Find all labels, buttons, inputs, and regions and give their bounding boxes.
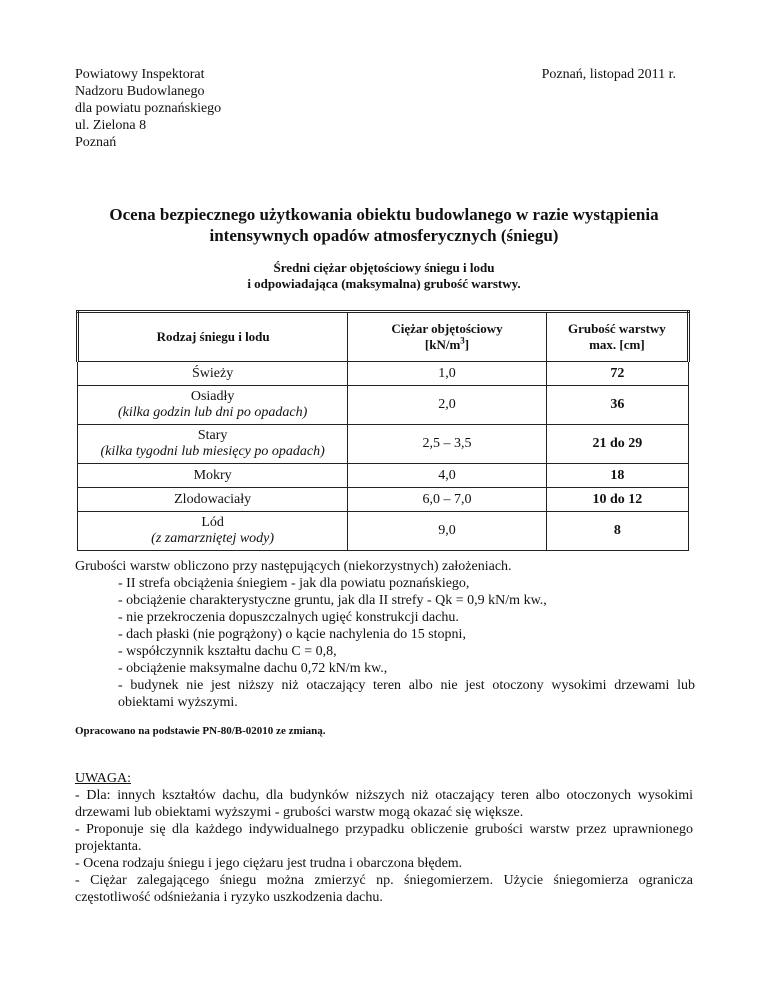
- warning-heading: UWAGA:: [75, 771, 131, 786]
- type-label: Zlodowaciały: [174, 491, 252, 507]
- table-row: [78, 488, 689, 512]
- cell-weight: 2,0: [348, 386, 547, 425]
- table-row: [78, 362, 689, 386]
- assumptions-intro: Grubości warstw obliczono przy następujących (niekorzystnych) założeniach.: [75, 559, 512, 574]
- type-label: Stary: [197, 428, 228, 443]
- type-label: Mokry: [193, 467, 232, 483]
- assumptions-section: [75, 558, 695, 711]
- snow-table: [76, 310, 690, 551]
- title-line-1: Ocena bezpiecznego użytkowania obiektu budowlanego w razie wystąpienia: [109, 205, 659, 224]
- header-weight-line1: Ciężar objętościowy: [391, 321, 503, 336]
- sender-line: Poznań: [75, 135, 117, 150]
- sender-line: Nadzoru Budowlanego: [75, 84, 205, 99]
- cell-weight: 9,0: [348, 512, 547, 551]
- assumption-item: - II strefa obciążenia śniegiem - jak dla powiatu poznańskiego,: [118, 576, 470, 591]
- caption-line-2: i odpowiadająca (maksymalna) grubość warstwy.: [247, 276, 521, 291]
- assumption-item: - obciążenie charakterystyczne gruntu, jak dla II strefy - Qk = 0,9 kN/m kw.,: [118, 593, 547, 608]
- header-weight-sup: 3: [460, 335, 465, 346]
- warning-item: - Ocena rodzaju śniegu i jego ciężaru jest trudna i obarczona błędem.: [75, 856, 463, 871]
- caption-line-1: Średni ciężar objętościowy śniegu i lodu: [273, 260, 495, 275]
- cell-weight: 4,0: [348, 464, 547, 488]
- document-date: Poznań, listopad 2011 r.: [541, 67, 676, 82]
- cell-thickness: 8: [546, 512, 688, 551]
- type-label: Lód: [201, 515, 224, 530]
- sender-address: [75, 66, 221, 151]
- cell-type: [78, 488, 348, 512]
- header-snow-type: Rodzaj śniegu i lodu: [78, 312, 348, 362]
- type-label: Osiadły: [190, 389, 235, 404]
- cell-type: [78, 512, 348, 551]
- cell-type: [78, 464, 348, 488]
- table-row: [78, 464, 689, 488]
- table-row: [78, 386, 689, 425]
- header-weight-unit-end: ]: [464, 337, 470, 352]
- cell-thickness: 72: [546, 362, 688, 386]
- cell-weight: 1,0: [348, 362, 547, 386]
- assumption-item: - budynek nie jest niższy niż otaczający teren albo nie jest otoczony wysokimi drzewami lub obiektami wyższymi.: [118, 678, 695, 710]
- sender-line: Powiatowy Inspektorat: [75, 67, 205, 82]
- warning-item: - Proponuje się dla każdego indywidualnego przypadku obliczenie grubości warstw przez uprawnionego projektanta.: [75, 822, 693, 854]
- cell-thickness: 18: [546, 464, 688, 488]
- header-thickness-line2: max. [cm]: [589, 337, 645, 352]
- cell-weight: 2,5 – 3,5: [348, 425, 547, 464]
- type-note: (kilka tygodni lub miesięcy po opadach): [100, 444, 325, 459]
- warning-section: [75, 770, 693, 906]
- cell-type: [78, 386, 348, 425]
- table-header-row: [78, 312, 689, 362]
- type-note: (z zamarzniętej wody): [151, 531, 275, 546]
- type-label: Świeży: [192, 365, 234, 381]
- assumption-item: - obciążenie maksymalne dachu 0,72 kN/m kw.,: [118, 661, 388, 676]
- table-row: [78, 512, 689, 551]
- basis-note: Opracowano na podstawie PN-80/B-02010 ze zmianą.: [75, 725, 326, 737]
- cell-type: [78, 425, 348, 464]
- header-thickness-line1: Grubość warstwy: [567, 321, 666, 336]
- cell-type: [78, 362, 348, 386]
- assumption-item: - współczynnik kształtu dachu C = 0,8,: [118, 644, 337, 659]
- warning-item: - Ciężar zalegającego śniegu można zmierzyć np. śniegomierzem. Użycie śniegomierza ogranicza częstotliwość odśnieżania i ryzyko uszkodzenia dachu.: [75, 873, 693, 905]
- header-weight: [348, 312, 547, 362]
- warning-item: - Dla: innych kształtów dachu, dla budynków niższych niż otaczający teren albo otoczonych wysokimi drzewami lub obiektami wyższymi - grubości warstw mogą okazać się większe.: [75, 788, 693, 820]
- table-caption: [0, 260, 768, 292]
- sender-line: ul. Zielona 8: [75, 118, 147, 133]
- document-title: [0, 204, 768, 246]
- cell-thickness: 36: [546, 386, 688, 425]
- sender-line: dla powiatu poznańskiego: [75, 101, 222, 116]
- header-weight-unit: [kN/m: [424, 337, 461, 352]
- title-line-2: intensywnych opadów atmosferycznych (śniegu): [209, 226, 559, 245]
- assumption-item: - nie przekroczenia dopuszczalnych ugięć konstrukcji dachu.: [118, 610, 459, 625]
- type-note: (kilka godzin lub dni po opadach): [117, 405, 308, 420]
- assumption-item: - dach płaski (nie pogrążony) o kącie nachylenia do 15 stopni,: [118, 627, 466, 642]
- header-thickness: [546, 312, 688, 362]
- cell-thickness: 21 do 29: [546, 425, 688, 464]
- table-row: [78, 425, 689, 464]
- cell-weight: 6,0 – 7,0: [348, 488, 547, 512]
- cell-thickness: 10 do 12: [546, 488, 688, 512]
